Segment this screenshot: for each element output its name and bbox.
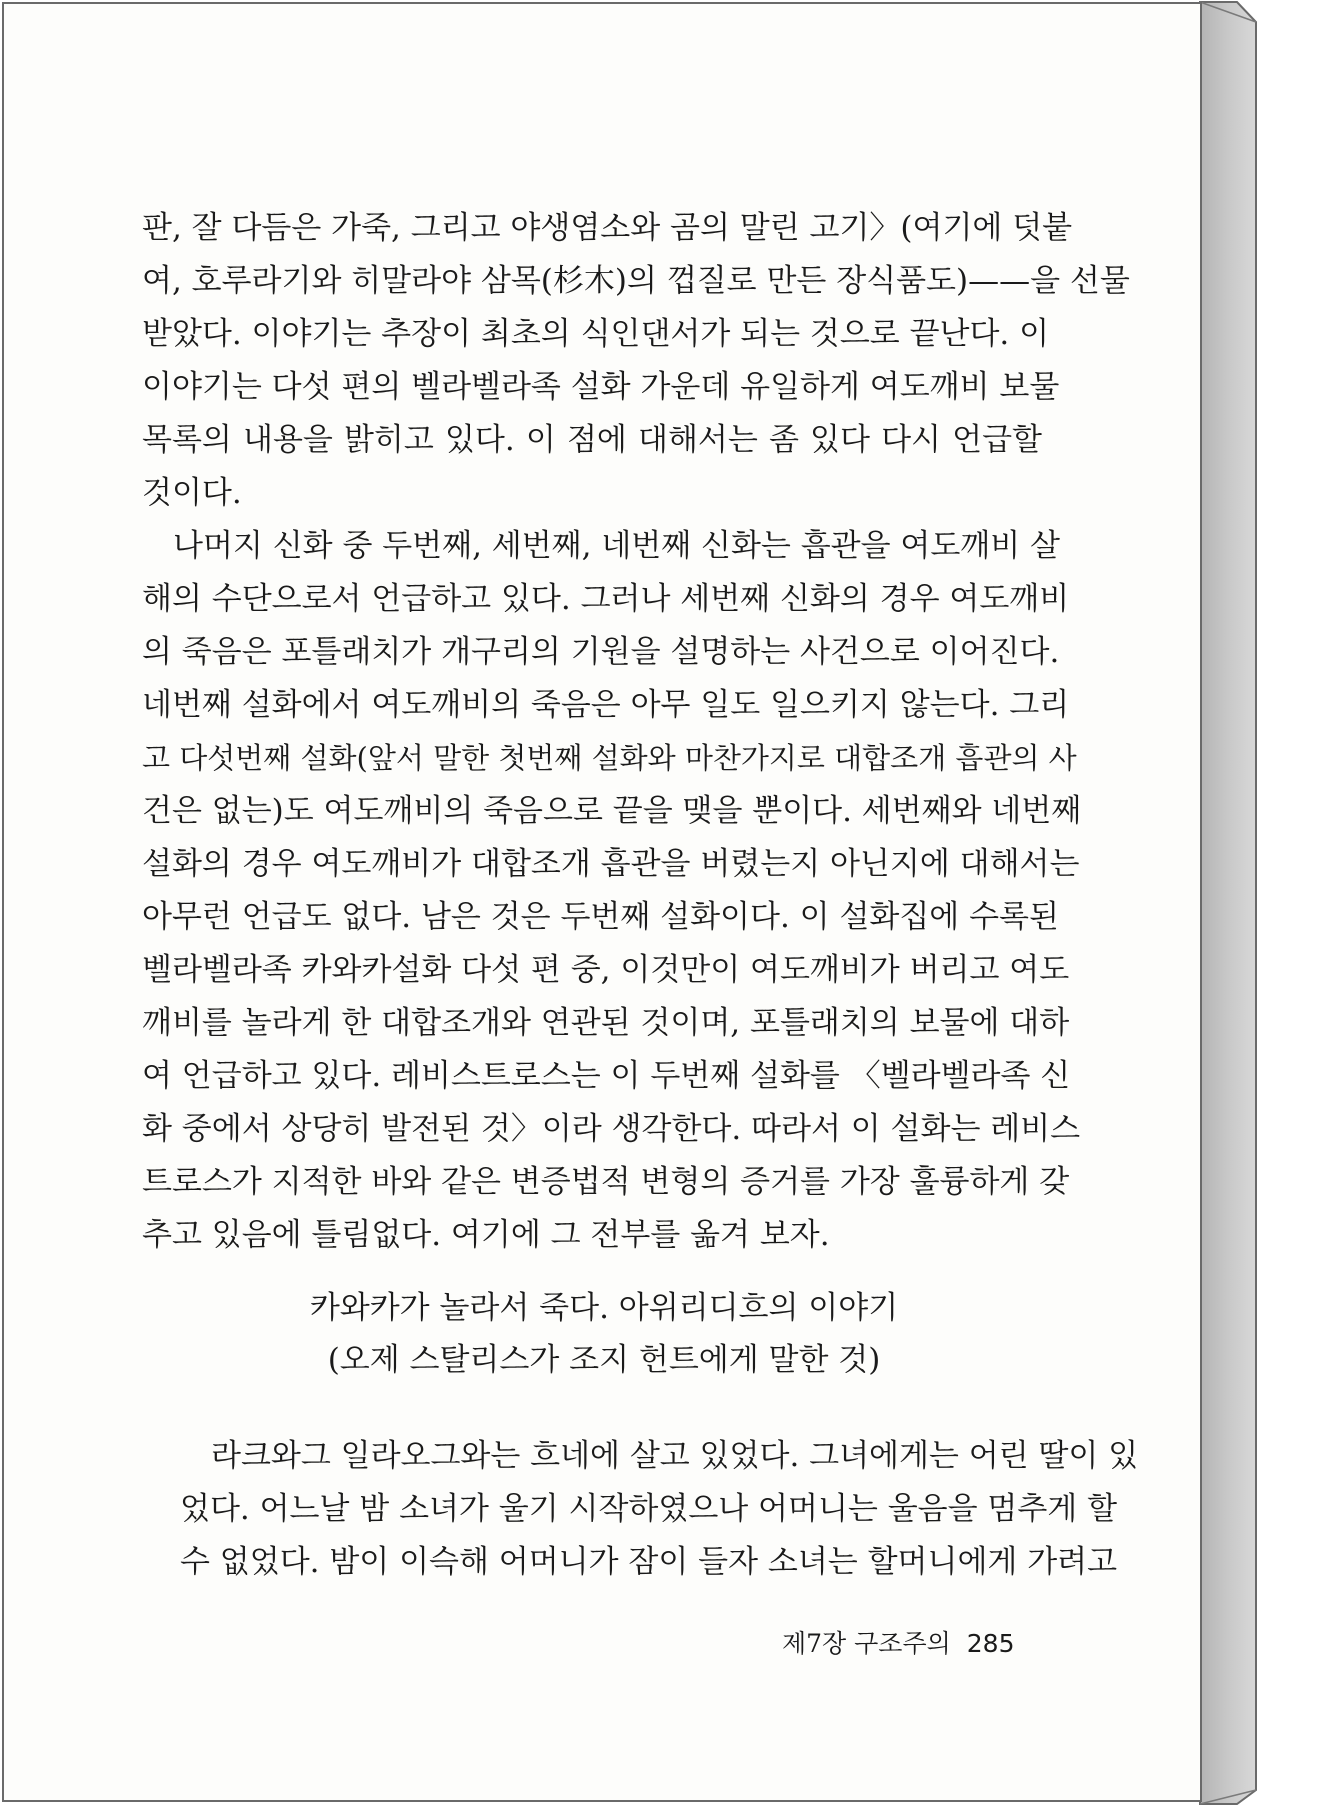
body-line-5: 목록의 내용을 밝히고 있다. 이 점에 대해서는 좀 있다 다시 언급할 [142, 422, 1042, 458]
body-line-7: 나머지 신화 중 두번째, 세번째, 네번째 신화는 흡관을 여도깨비 살 [173, 528, 1060, 564]
body-line-18: 화 중에서 상당히 발전된 것〉이라 생각한다. 따라서 이 설화는 레비스 [142, 1111, 1081, 1147]
body-line-11: 고 다섯번째 설화(앞서 말한 첫번째 설화와 마찬가지로 대합조개 흡관의 사 [142, 741, 1077, 775]
body-line-9: 의 죽음은 포틀래치가 개구리의 기원을 설명하는 사건으로 이어진다. [142, 634, 1060, 670]
body-line-14: 아무런 언급도 없다. 남은 것은 두번째 설화이다. 이 설화집에 수록된 [142, 899, 1059, 935]
body-line-2: 여, 호루라기와 히말라야 삼목(杉木)의 껍질로 만든 장식품도)——을 선물 [142, 263, 1130, 299]
story-line-1: 라크와그 일라오그와는 흐네에 살고 있었다. 그녀에게는 어린 딸이 있 [211, 1438, 1139, 1474]
page-number: 285 [966, 1629, 1015, 1658]
chapter-label: 제7장 구조주의 [782, 1629, 951, 1658]
page-footer [782, 1624, 1014, 1660]
body-line-4: 이야기는 다섯 편의 벨라벨라족 설화 가운데 유일하게 여도깨비 보물 [142, 369, 1060, 405]
story-title: 카와카가 놀라서 죽다. 아위리디흐의 이야기 [309, 1290, 899, 1326]
body-line-12: 건은 없는)도 여도깨비의 죽음으로 끝을 맺을 뿐이다. 세번째와 네번째 [142, 793, 1082, 829]
story-subtitle: (오제 스탈리스가 조지 헌트에게 말한 것) [327, 1342, 881, 1378]
book-page [2, 2, 1202, 1802]
story-text [180, 1430, 1139, 1589]
body-line-3: 받았다. 이야기는 추장이 최초의 식인댄서가 되는 것으로 끝난다. 이 [142, 316, 1050, 352]
body-line-20: 추고 있음에 틀림없다. 여기에 그 전부를 옮겨 보자. [142, 1217, 830, 1253]
body-line-19: 트로스가 지적한 바와 같은 변증법적 변형의 증거를 가장 훌륭하게 갖 [142, 1164, 1070, 1200]
body-line-13: 설화의 경우 여도깨비가 대합조개 흡관을 버렸는지 아닌지에 대해서는 [142, 846, 1080, 882]
story-line-3: 수 없었다. 밤이 이슥해 어머니가 잠이 들자 소녀는 할머니에게 가려고 [180, 1544, 1118, 1580]
body-line-10: 네번째 설화에서 여도깨비의 죽음은 아무 일도 일으키지 않는다. 그리 [142, 687, 1070, 723]
story-line-2: 었다. 어느날 밤 소녀가 울기 시작하였으나 어머니는 울음을 멈추게 할 [180, 1491, 1118, 1527]
body-line-15: 벨라벨라족 카와카설화 다섯 편 중, 이것만이 여도깨비가 버리고 여도 [142, 952, 1070, 988]
body-line-16: 깨비를 놀라게 한 대합조개와 연관된 것이며, 포틀래치의 보물에 대하 [142, 1005, 1070, 1041]
body-text [142, 202, 1130, 1262]
body-line-17: 여 언급하고 있다. 레비스트로스는 이 두번째 설화를 〈벨라벨라족 신 [142, 1058, 1071, 1094]
body-line-1: 판, 잘 다듬은 가죽, 그리고 야생염소와 곰의 말린 고기〉(여기에 덧붙 [142, 210, 1073, 246]
body-line-6: 것이다. [142, 475, 242, 511]
body-line-8: 해의 수단으로서 언급하고 있다. 그러나 세번째 신화의 경우 여도깨비 [142, 581, 1070, 617]
